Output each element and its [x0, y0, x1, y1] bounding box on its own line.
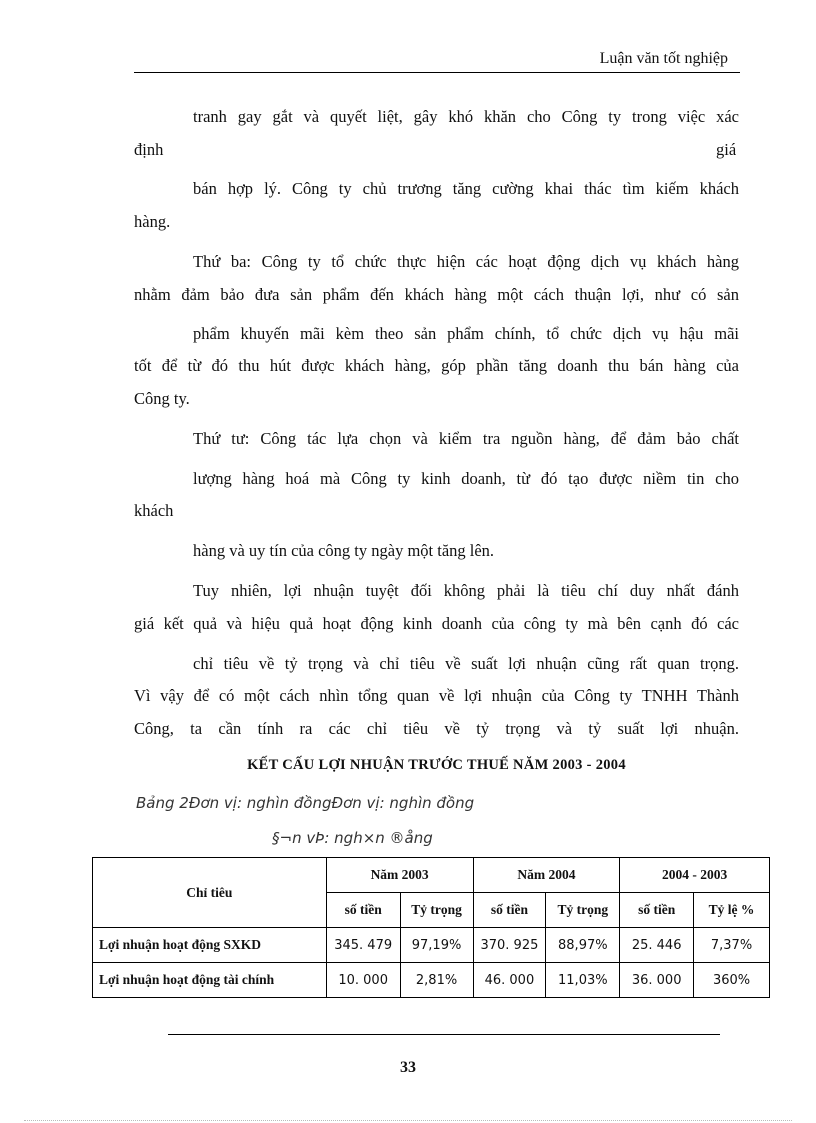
- text-line: phẩm khuyến mãi kèm theo sản phẩm chính, tổ chức dịch vụ hậu mãi: [193, 324, 739, 343]
- profit-table: [92, 857, 770, 998]
- header-cell: 2004 - 2003: [620, 858, 770, 893]
- text-line: Công, ta cần tính ra các chỉ tiêu về tỷ trọng và tỷ suất lợi nhuận.: [134, 719, 739, 738]
- text-line: bán hợp lý. Công ty chủ trương tăng cường khai thác tìm kiếm khách: [193, 179, 739, 198]
- table-caption: Bảng 2Đơn vị: nghìn đồngĐơn vị: nghìn đồng: [136, 794, 475, 812]
- header-cell: Năm 2004: [473, 858, 620, 893]
- table-cell: 11,03%: [546, 963, 620, 998]
- header-cell: Tỷ lệ %: [694, 893, 770, 928]
- table-cell: 46. 000: [473, 963, 546, 998]
- running-header: [134, 48, 740, 73]
- text-line: giá kết quả và hiệu quả hoạt động kinh doanh của công ty mà bên cạnh đó các: [134, 614, 739, 633]
- header-cell: số tiền: [326, 893, 400, 928]
- text-line: giá: [716, 140, 737, 159]
- text-line: định: [134, 140, 164, 159]
- text-line: hàng.: [134, 212, 171, 231]
- page-number: 33: [400, 1059, 416, 1076]
- text-line: chỉ tiêu về tỷ trọng và chỉ tiêu về suất lợi nhuận cũng rất quan trọng.: [193, 654, 739, 673]
- table-cell: 36. 000: [620, 963, 694, 998]
- text-line: Thứ ba: Công ty tổ chức thực hiện các hoạt động dịch vụ khách hàng: [193, 252, 739, 271]
- header-cell: số tiền: [620, 893, 694, 928]
- text-line: Vì vậy để có một cách nhìn tổng quan về lợi nhuận của Công ty TNHH Thành: [134, 686, 739, 705]
- text-line: khách: [134, 501, 174, 520]
- text-line: tranh gay gắt và quyết liệt, gây khó khăn cho Công ty trong việc xác: [193, 107, 739, 126]
- text-line: nhằm đảm bảo đưa sản phẩm đến khách hàng một cách thuận lợi, như có sản: [134, 285, 739, 304]
- table-cell: 25. 446: [620, 928, 694, 963]
- table-cell: 97,19%: [400, 928, 473, 963]
- text-line: Tuy nhiên, lợi nhuận tuyệt đối không phải là tiêu chí duy nhất đánh: [193, 581, 739, 600]
- text-line: Thứ tư: Công tác lựa chọn và kiểm tra nguồn hàng, để đảm bảo chất: [193, 429, 739, 448]
- footer-rule: [168, 1034, 720, 1035]
- table-row: [93, 963, 770, 998]
- unit-caption: §¬n vÞ: ngh×n ®ång: [272, 829, 433, 847]
- header-cell: số tiền: [473, 893, 546, 928]
- row-label: Lợi nhuận hoạt động tài chính: [93, 963, 327, 998]
- table-cell: 10. 000: [326, 963, 400, 998]
- header-cell: Tỷ trọng: [546, 893, 620, 928]
- text-line: hàng và uy tín của công ty ngày một tăng lên.: [193, 541, 495, 560]
- table-header-row: [93, 858, 770, 893]
- header-cell: Năm 2003: [326, 858, 473, 893]
- text-line: lượng hàng hoá mà Công ty kinh doanh, từ đó tạo được niềm tin cho: [193, 469, 739, 488]
- table-row: [93, 928, 770, 963]
- table-cell: 370. 925: [473, 928, 546, 963]
- header-cell: Tỷ trọng: [400, 893, 473, 928]
- page-edge-divider: [24, 1120, 792, 1121]
- header-cell: Chỉ tiêu: [93, 858, 327, 928]
- text-line: tốt để từ đó thu hút được khách hàng, góp phần tăng doanh thu bán hàng của: [134, 356, 739, 375]
- table-cell: 360%: [694, 963, 770, 998]
- table-title: KẾT CẤU LỢI NHUẬN TRƯỚC THUẾ NĂM 2003 - 2004: [247, 757, 626, 773]
- table-cell: 2,81%: [400, 963, 473, 998]
- text-line: Công ty.: [134, 389, 190, 408]
- table-cell: 345. 479: [326, 928, 400, 963]
- table-cell: 88,97%: [546, 928, 620, 963]
- row-label: Lợi nhuận hoạt động SXKD: [93, 928, 327, 963]
- header-title: Luận văn tốt nghiệp: [599, 50, 728, 67]
- table-cell: 7,37%: [694, 928, 770, 963]
